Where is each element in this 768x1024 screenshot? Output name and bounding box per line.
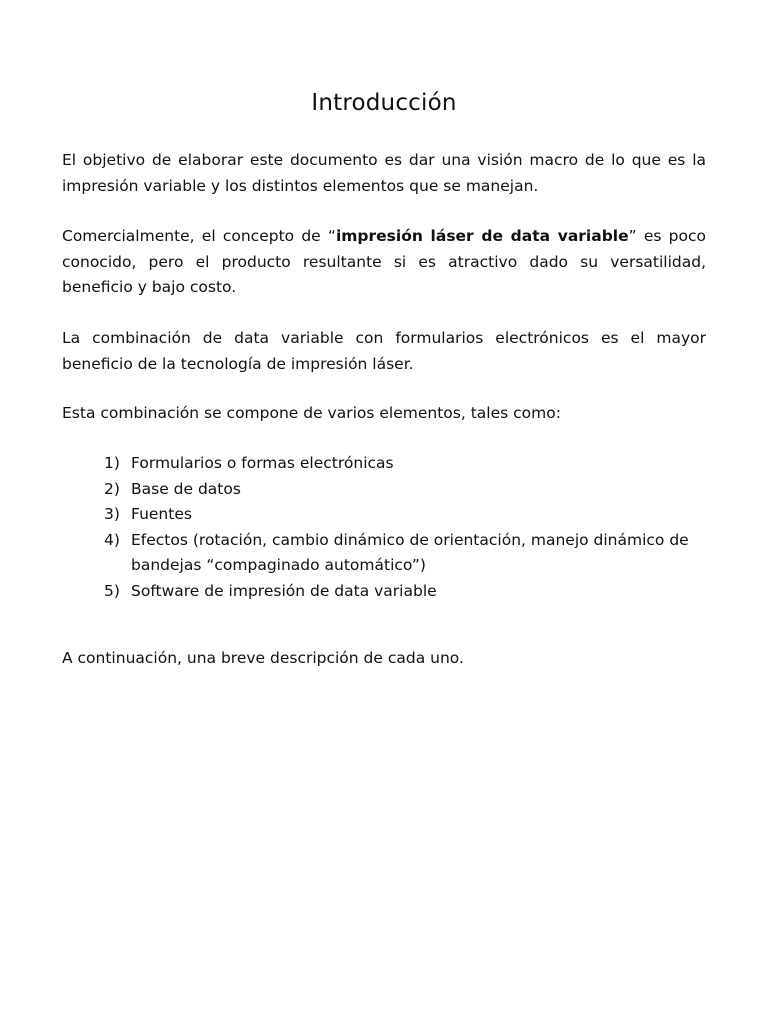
elements-list: [104, 451, 704, 604]
list-item-text: Base de datos: [131, 479, 241, 498]
paragraph-elements-intro: Esta combinación se compone de varios elementos, tales como:: [62, 404, 561, 422]
bold-term: impresión láser de data variable: [335, 227, 629, 245]
list-item-number: 1): [104, 454, 120, 472]
paragraph-text: ” es poco conocido, pero el producto resultante si es atractivo dado su versatilidad, beneficio y bajo costo.: [62, 227, 707, 296]
list-item-number: 2): [104, 479, 120, 498]
paragraph-text: Comercialmente, el concepto de “: [62, 227, 336, 245]
list-item-number: 4): [104, 530, 120, 549]
list-item-text: Formularios o formas electrónicas: [131, 454, 394, 472]
list-item-text: Software de impresión de data variable: [131, 581, 437, 600]
list-item: [104, 528, 704, 579]
paragraph-combination: La combinación de data variable con formularios electrónicos es el mayor beneficio de la tecnología de impresión láser.: [62, 329, 706, 373]
paragraph-commercial: [62, 224, 706, 301]
list-item-number: 5): [104, 581, 120, 600]
list-item: [104, 579, 704, 605]
list-item-number: 3): [104, 505, 120, 523]
paragraph-objective: El objetivo de elaborar este documento es dar una visión macro de lo que es la impresión variable y los distintos elementos que se manejan.: [62, 151, 706, 195]
paragraph-closing: A continuación, una breve descripción de cada uno.: [62, 649, 464, 667]
list-item: [104, 477, 704, 503]
list-item: [104, 451, 704, 477]
list-item-text: Fuentes: [131, 505, 192, 523]
list-item-text: Efectos (rotación, cambio dinámico de orientación, manejo dinámico de bandejas “compaginado automático”): [131, 530, 689, 574]
list-item: [104, 502, 704, 528]
page-title: Introducción: [311, 90, 457, 116]
